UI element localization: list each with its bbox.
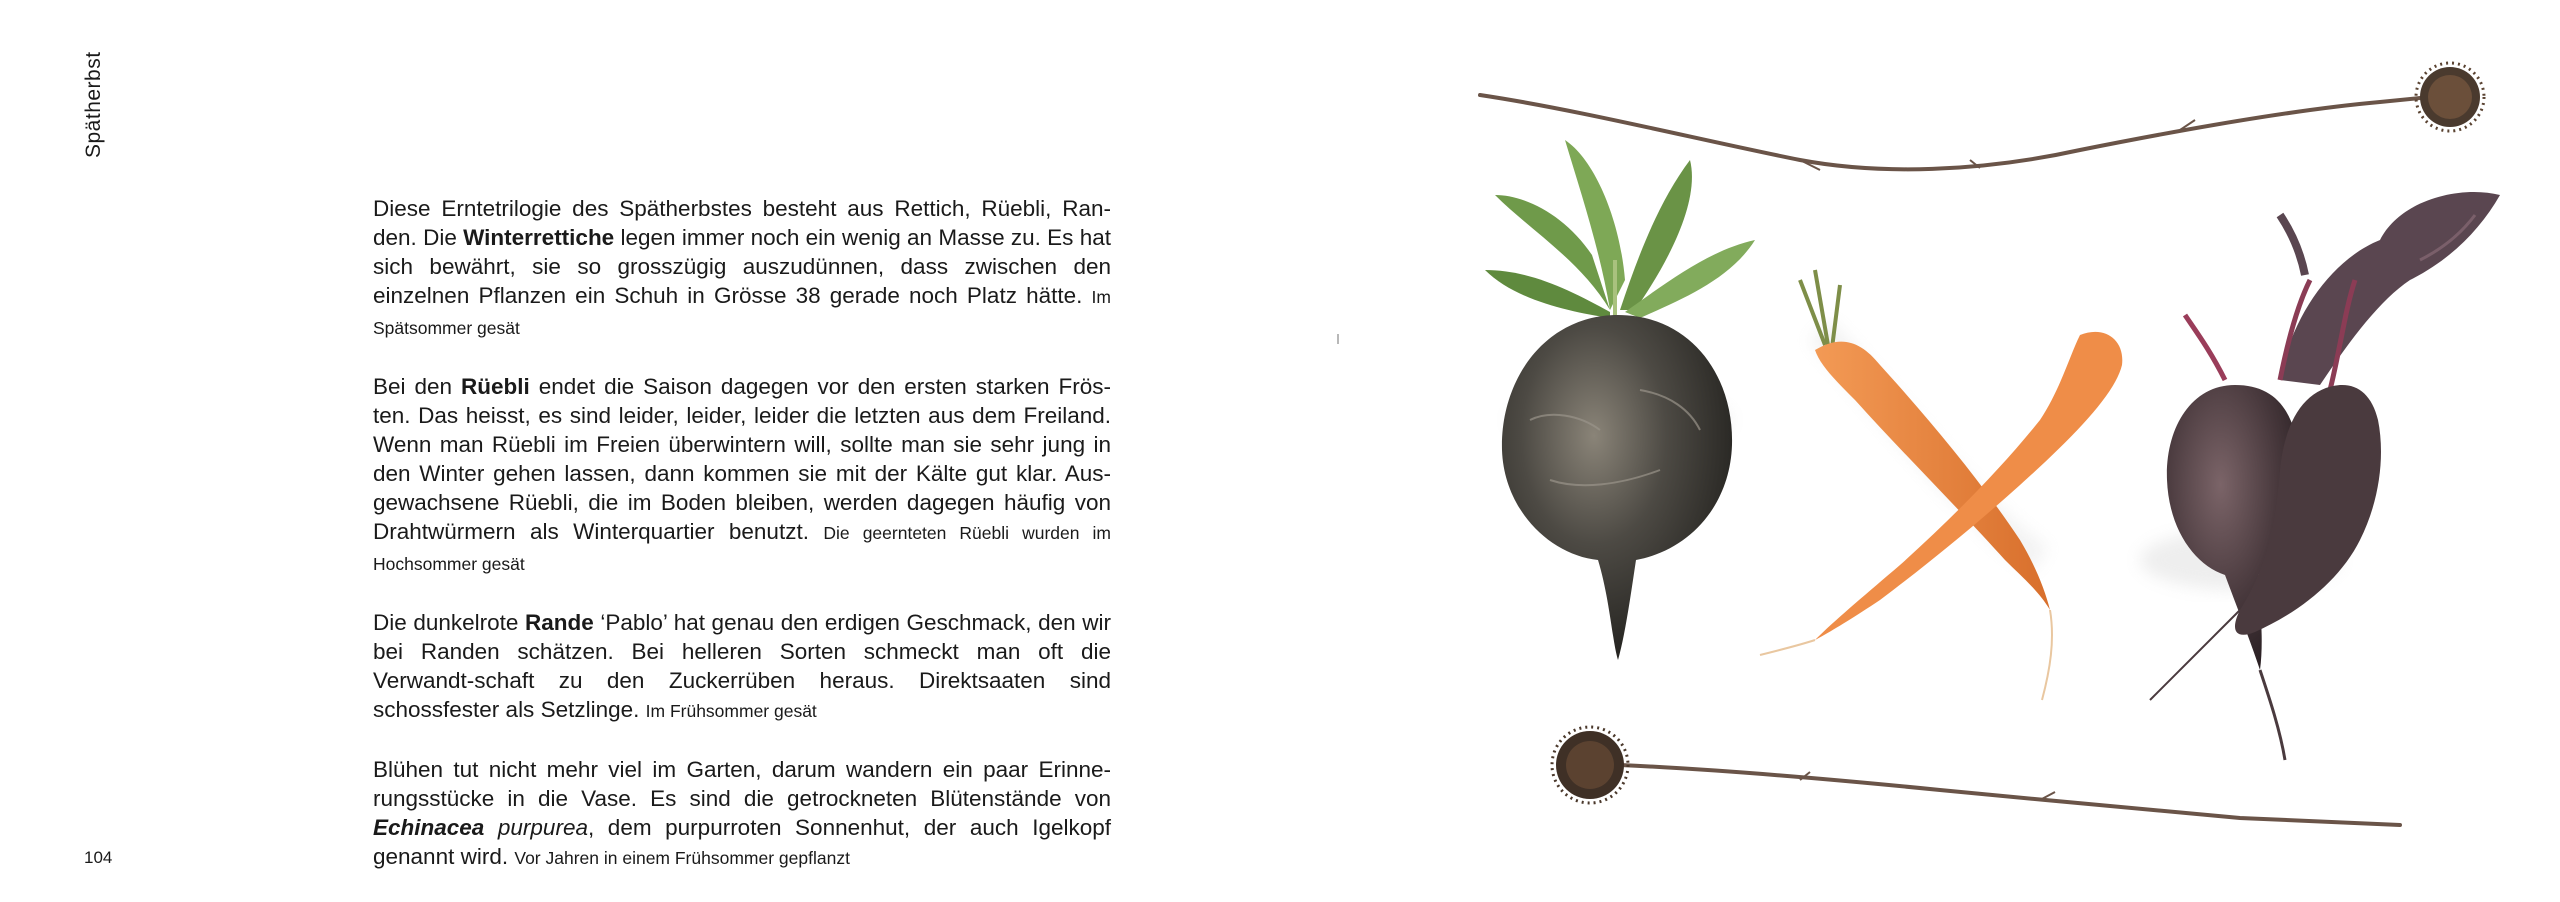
text-run: endet die Saison dagegen vor den ersten starken Frös-ten. Das heisst, es sind leider, leider, leider die letzten aus dem Freiland. Wenn man Rüebli im Freien überwintern will, sollte man sie sehr jung in den Winter gehen lassen, dann kommen sie mit der Kälte gut klar. Aus-gewachsene Rüebli, die im Boden bleiben, werden dagegen häufig von Drahtwürmern als Winterquartier benutzt. [373,374,1111,544]
echinacea-seedhead-icon [1552,727,1628,803]
text-run: , dem purpurroten Sonnenhut, der auch Igelkopf genannt wird. [373,815,1111,869]
body-text [373,194,1111,902]
keyword-rande: Rande [525,610,594,635]
paragraph-carrots [373,372,1111,579]
text-run: Diese Erntetrilogie des Spätherbstes besteht aus Rettich, Rüebli, Ran-den. Die [373,196,1111,250]
keyword-echinacea: Echinacea [373,815,485,840]
right-page [1280,0,2560,902]
text-run: Blühen tut nicht mehr viel im Garten, darum wandern ein paar Erinne-rungsstücke in die Vase. Es sind die getrockneten Blütenstände von [373,757,1111,811]
sowing-note: Im Frühsommer gesät [645,701,817,721]
species-name: purpurea [484,815,588,840]
beetroots [2140,192,2500,760]
vegetable-photo [1280,0,2560,902]
page-number: 104 [84,848,113,867]
text-run: legen immer noch ein wenig an Masse zu. Es hat sich bewährt, sie so grosszügig auszudünnen, dass zwischen den einzelnen Pflanzen ein Schuh in Grösse 38 gerade noch Platz hätte. [373,225,1111,308]
text-run: Die dunkelrote [373,610,526,635]
dried-flower-stem-top [1480,63,2484,170]
text-run: ‘Pablo’ hat genau den erdigen Geschmack, den wir bei Randen schätzen. Bei helleren Sorten schmeckt man oft die Verwandt-schaft zu den Zuckerrüben heraus. Direktsaaten sind schossfester als Setzlinge. [373,610,1112,722]
paragraph-echinacea [373,755,1111,873]
keyword-winterrettiche: Winterrettiche [463,225,615,250]
paragraph-radish [373,194,1111,343]
paragraph-beetroot [373,608,1111,726]
text-run: Bei den [373,374,462,399]
sowing-note: Vor Jahren in einem Frühsommer gepflanzt [514,848,850,868]
running-head: Spätherbst [82,51,105,158]
sowing-note: Im Spätsommer gesät [373,287,1111,338]
sowing-note: Die geernteten Rüebli wurden im Hochsommer gesät [373,523,1111,574]
keyword-rueebli: Rüebli [461,374,530,399]
black-radish [1485,140,1755,660]
carrots-crossed [1760,270,2122,700]
dried-flower-stem-bottom [1552,727,2400,825]
echinacea-seedhead-icon [2416,63,2484,131]
